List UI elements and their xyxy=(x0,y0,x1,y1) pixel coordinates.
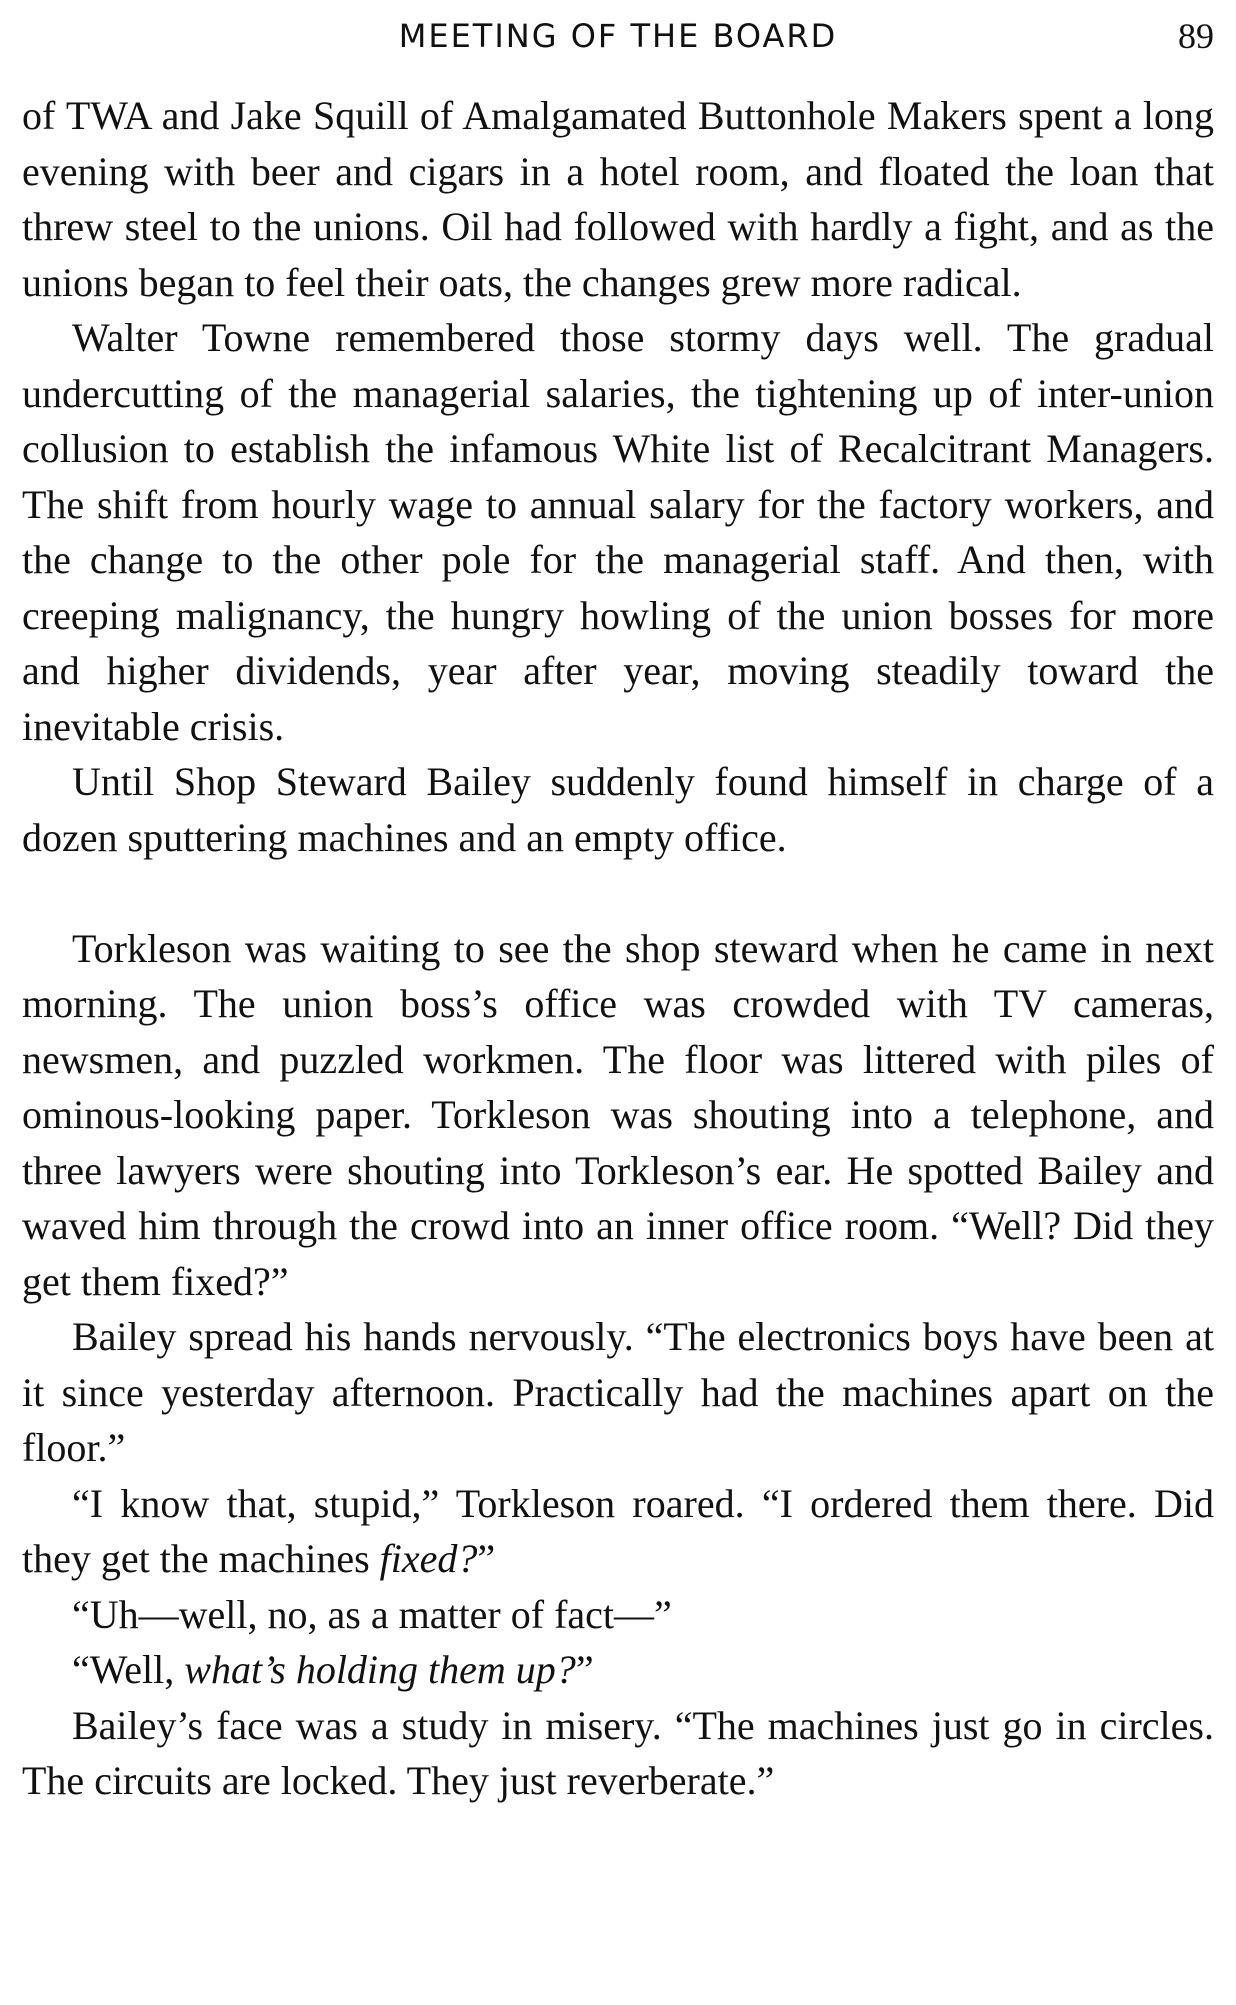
text-run: ” xyxy=(575,1647,594,1692)
paragraph-until-shop-steward: Until Shop Steward Bailey suddenly found himself in charge of a dozen sputtering machines and an empty office. xyxy=(22,759,1214,860)
italic-text-run: what’s holding them up? xyxy=(184,1647,576,1692)
book-page xyxy=(22,0,1214,2005)
paragraph-uh-well-no: “Uh—well, no, as a matter of fact—” xyxy=(72,1591,672,1637)
body-text xyxy=(22,88,1214,1809)
text-run: “Well, xyxy=(72,1647,185,1692)
paragraph-torkleson-waiting: Torkleson was waiting to see the shop steward when he came in next morning. The union boss’s office was crowded with TV cameras, newsmen, and puzzled workmen. The floor was littered with piles of ominous-looking paper. Torkleson was shouting into a telephone, and three lawyers were shouting into Torkleson’s ear. He spotted Bailey and waved him through the crowd into an inner office room. “Well? Did they get them fixed?” xyxy=(22,925,1214,1304)
text-run: ” xyxy=(477,1536,496,1581)
paragraph-i-know-that xyxy=(22,1476,1214,1587)
running-title: MEETING OF THE BOARD xyxy=(398,17,838,55)
text-run: “I know that, stupid,” Torkleson roared. “I ordered them there. Did they get the machines xyxy=(22,1480,1214,1581)
paragraph-walter-towne: Walter Towne remembered those stormy days well. The gradual undercutting of the managerial salaries, the tightening up of inter-union collusion to establish the infamous White list of Recalcitrant Managers. The shift from hourly wage to annual salary for the factory workers, and the change to the other pole for the managerial staff. And then, with creeping malignancy, the hungry howling of the union bosses for more and higher dividends, year after year, moving steadily toward the inevitable crisis. xyxy=(22,315,1214,749)
paragraph-whats-holding xyxy=(22,1642,1214,1698)
section-break xyxy=(22,865,1214,921)
paragraph-bailey-spread-hands: Bailey spread his hands nervously. “The electronics boys have been at it since yesterday afternoon. Practically had the machines apart on the floor.” xyxy=(22,1314,1214,1470)
paragraph-baileys-face: Bailey’s face was a study in misery. “The machines just go in circles. The circuits are locked. They just reverberate.” xyxy=(22,1702,1214,1803)
italic-text-run: fixed? xyxy=(379,1536,478,1581)
running-head xyxy=(22,14,1214,58)
paragraph-continuation: of TWA and Jake Squill of Amalgamated Buttonhole Makers spent a long evening with beer and cigars in a hotel room, and floated the loan that threw steel to the unions. Oil had followed with hardly a fight, and as the unions began to feel their oats, the changes grew more radical. xyxy=(22,93,1214,305)
page-number: 89 xyxy=(1178,16,1214,56)
